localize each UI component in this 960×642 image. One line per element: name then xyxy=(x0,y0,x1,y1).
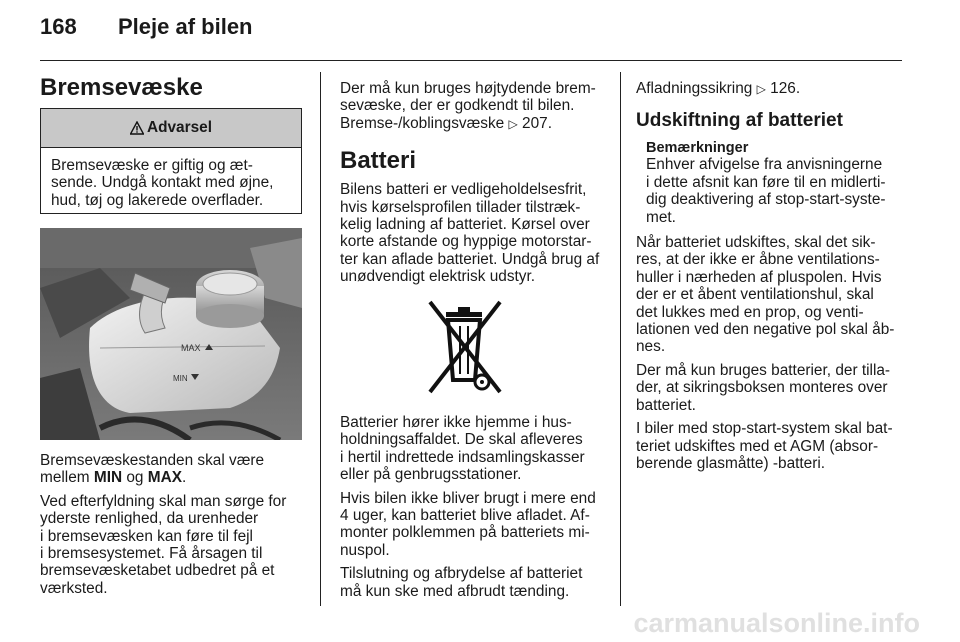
text-line: værksted. xyxy=(40,579,108,597)
page-reference-arrow-icon: ▷ xyxy=(756,82,766,96)
text-line: holdningsaffaldet. De skal afleveres xyxy=(340,431,583,449)
text-line: bremsevæsketabet udbedret på et xyxy=(40,562,275,580)
warning-box xyxy=(40,108,302,214)
page-number: 168 xyxy=(40,14,77,39)
text-line: Der må kun bruges batterier, der tilla- xyxy=(636,361,891,379)
text-line: der er et åbent ventilationshul, skal xyxy=(636,286,874,304)
text-line: unødvendigt elektrisk udstyr. xyxy=(340,268,536,286)
text-line: Når batteriet udskiftes, skal det sik- xyxy=(636,234,876,252)
text-line: huller i nærheden af pluspolen. Hvis xyxy=(636,268,882,286)
brake-fluid-reservoir-photo xyxy=(40,228,302,440)
text-line: berende glasmåtte) -batteri. xyxy=(636,454,826,472)
page-reference[interactable]: 126. xyxy=(770,80,801,97)
text-line: lationen ved den negative pol skal åb- xyxy=(636,321,895,339)
text-line: der, at sikringsboksen monteres over xyxy=(636,379,888,397)
text-line: korte afstande og hyppige motorstar- xyxy=(340,233,592,251)
note-text xyxy=(646,156,904,226)
fuse-box-paragraph xyxy=(636,362,904,414)
storage-paragraph xyxy=(340,490,612,560)
text-line: i bremsevæsken kan føre til fejl xyxy=(40,527,253,545)
page-reference-arrow-icon: ▷ xyxy=(508,116,518,131)
text-line: må kun ske med afbrudt tænding. xyxy=(340,582,570,600)
chapter-title: Pleje af bilen xyxy=(118,14,253,39)
connection-paragraph xyxy=(340,565,612,600)
text-line: yderste renlighed, da urenheder xyxy=(40,510,259,528)
text-line: kelig ladning af batteriet. Kørsel over xyxy=(340,216,590,234)
text-line: Ved efterfyldning skal man sørge for xyxy=(40,492,287,510)
text-line: dig deaktivering af stop-start-syste- xyxy=(646,191,886,209)
discharge-reference xyxy=(636,80,904,98)
text-line: Bilens batteri er vedligeholdelsesfrit, xyxy=(340,181,587,199)
text-line: I biler med stop-start-system skal bat- xyxy=(636,420,893,438)
text-line: eller på genbrugsstationer. xyxy=(340,466,522,484)
text-line: Batterier hører ikke hjemme i hus- xyxy=(340,414,572,431)
column-3 xyxy=(636,80,904,478)
text-line: monter polklemmen på batteriets mi- xyxy=(340,524,590,542)
brake-fluid-text xyxy=(40,452,310,603)
column-divider-2 xyxy=(620,72,621,606)
refill-paragraph xyxy=(40,493,310,597)
text-line: Tilslutning og afbrydelse af batteriet xyxy=(340,565,583,583)
min-label: MIN xyxy=(93,469,123,487)
agm-paragraph xyxy=(636,420,904,472)
text-fragment: . xyxy=(181,469,187,487)
column-2-top xyxy=(340,80,612,292)
text-fragment: Bremse-/koblingsvæske xyxy=(340,114,509,132)
text-line: i dette afsnit kan føre til en midlerti- xyxy=(646,173,886,191)
text-line: nuspol. xyxy=(340,541,390,559)
text-line: i hertil indrettede indsamlingskasser xyxy=(340,448,585,466)
subsection-title-battery-replacement: Udskiftning af batteriet xyxy=(636,110,843,132)
text-line: met. xyxy=(646,208,676,226)
note-title: Bemærkninger xyxy=(646,140,749,157)
max-label: MAX xyxy=(147,469,182,487)
text-fragment: og xyxy=(122,469,148,487)
note-block xyxy=(636,140,904,226)
text-fragment: mellem xyxy=(40,469,94,487)
text-line: Der må kun bruges højtydende brem- xyxy=(340,80,596,97)
column-divider-1 xyxy=(320,72,321,606)
text-line: Bremsevæske er giftig og æt- xyxy=(51,157,253,174)
text-line: sende. Undgå kontakt med øjne, xyxy=(51,174,274,192)
text-line: sevæske, der er godkendt til bilen. xyxy=(340,97,575,115)
column-2-bottom xyxy=(340,414,612,606)
warning-triangle-icon xyxy=(130,121,144,135)
text-line: nes. xyxy=(636,338,666,356)
warning-title: Advarsel xyxy=(146,119,213,136)
warning-text xyxy=(41,148,301,218)
text-line: hvis kørselsprofilen tillader tilstræk- xyxy=(340,198,581,216)
crossed-out-bin-icon xyxy=(412,298,522,398)
header-rule xyxy=(40,60,902,61)
watermark: carmanualsonline.info xyxy=(633,608,920,638)
max-mark: MAX xyxy=(181,343,201,353)
text-line: batteriet. xyxy=(636,396,696,414)
level-paragraph xyxy=(40,452,310,487)
text-line: i bremsesystemet. Få årsagen til xyxy=(40,545,263,563)
min-mark: MIN xyxy=(173,374,188,383)
ventilation-paragraph xyxy=(636,234,904,356)
text-line: Hvis bilen ikke bliver brugt i mere end xyxy=(340,489,596,507)
disposal-paragraph xyxy=(340,414,612,484)
text-line: Enhver afvigelse fra anvisningerne xyxy=(646,156,883,174)
text-line: 4 uger, kan batteriet blive afladet. Af- xyxy=(340,507,590,525)
page-reference[interactable]: 207. xyxy=(522,114,552,132)
text-line: teriet udskiftes med et AGM (absor- xyxy=(636,437,879,455)
section-title-battery: Batteri xyxy=(340,147,417,175)
warning-header xyxy=(41,109,301,148)
brake-fluid-spec-paragraph xyxy=(340,80,612,133)
text-line: hud, tøj og lakerede overflader. xyxy=(51,191,264,209)
section-title-brake-fluid: Bremsevæske xyxy=(40,74,203,101)
text-fragment: Afladningssikring xyxy=(636,80,757,97)
text-line: Bremsevæskestanden skal være xyxy=(40,452,265,469)
text-line: ter kan aflade batteriet. Undgå brug af xyxy=(340,250,600,268)
text-line: det lukkes med en prop, og venti- xyxy=(636,303,864,321)
battery-paragraph xyxy=(340,181,612,285)
text-line: res, at der ikke er åbne ventilations- xyxy=(636,251,880,269)
